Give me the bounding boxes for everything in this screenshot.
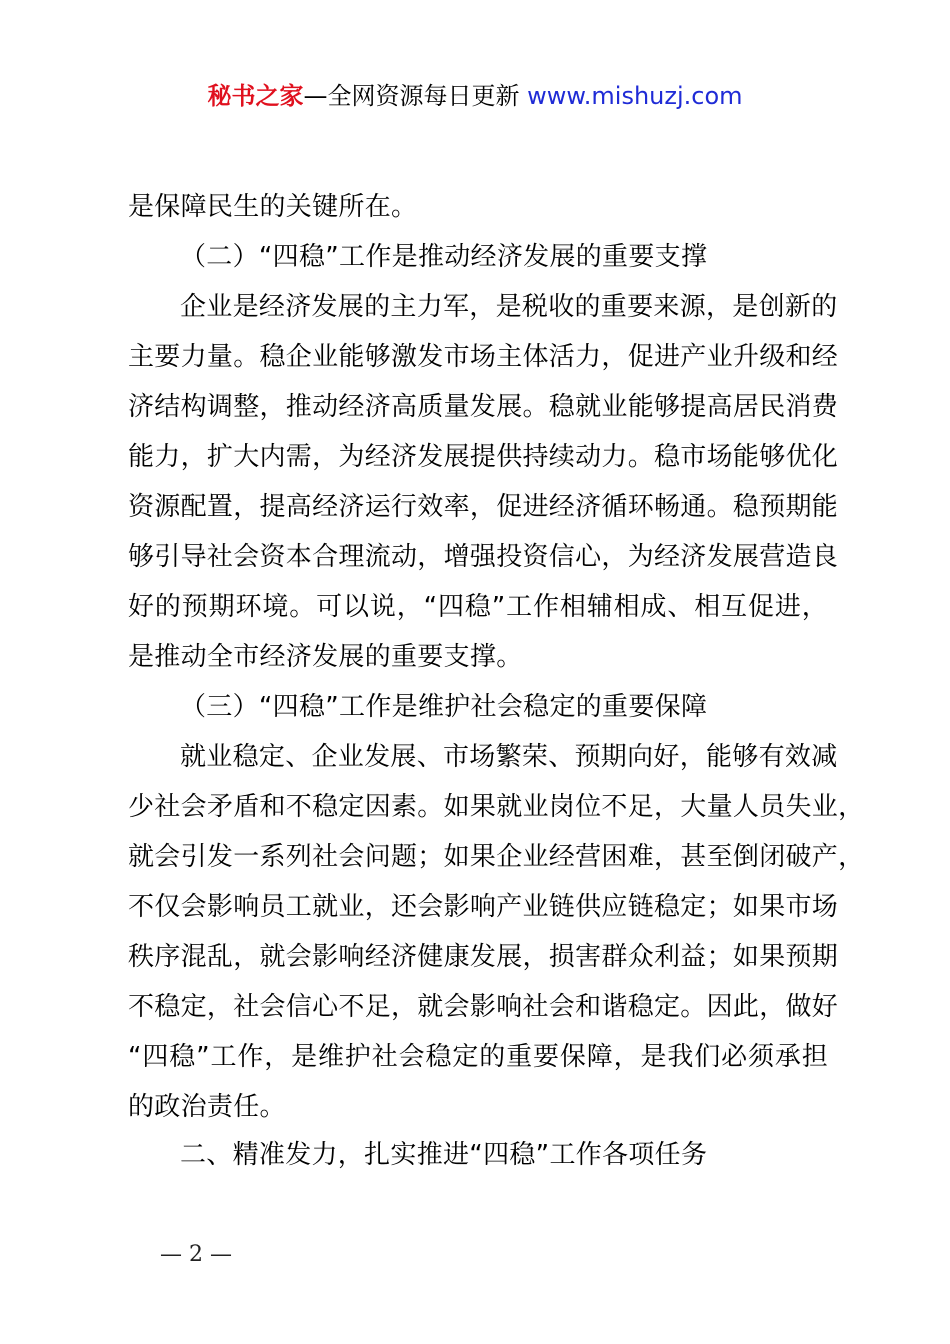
paragraph-line: 不稳定，社会信心不足，就会影响社会和谐稳定。因此，做好 [128,992,839,1022]
section-heading-2: （二）“四稳”工作是推动经济发展的重要支撑 [180,242,708,272]
chapter-heading-2: 二、精准发力，扎实推进“四稳”工作各项任务 [180,1140,708,1170]
paragraph-line: 好的预期环境。可以说，“四稳”工作相辅相成、相互促进， [128,592,828,622]
site-slogan: —全网资源每日更新 [303,82,528,110]
paragraph-line: “四稳”工作，是维护社会稳定的重要保障，是我们必须承担 [128,1042,828,1072]
paragraph-line: 济结构调整，推动经济高质量发展。稳就业能够提高居民消费 [128,392,839,422]
page-number: — 2 — [160,1242,232,1267]
paragraph-line: 不仅会影响员工就业，还会影响产业链供应链稳定；如果市场 [128,892,839,922]
paragraph-line: 秩序混乱，就会影响经济健康发展，损害群众利益；如果预期 [128,942,839,972]
paragraph-line: 资源配置，提高经济运行效率，促进经济循环畅通。稳预期能 [128,492,839,522]
paragraph-line: 能力，扩大内需，为经济发展提供持续动力。稳市场能够优化 [128,442,839,472]
paragraph-line: 主要力量。稳企业能够激发市场主体活力，促进产业升级和经 [128,342,839,372]
paragraph-line: 就业稳定、企业发展、市场繁荣、预期向好，能够有效减 [180,742,838,772]
paragraph-line: 是推动全市经济发展的重要支撑。 [128,642,523,672]
paragraph-line: 的政治责任。 [128,1092,286,1122]
section-heading-3: （三）“四稳”工作是维护社会稳定的重要保障 [180,692,708,722]
site-brand: 秘书之家 [207,82,304,110]
paragraph-line: 够引导社会资本合理流动，增强投资信心，为经济发展营造良 [128,542,839,572]
paragraph-line: 少社会矛盾和不稳定因素。如果就业岗位不足，大量人员失业， [128,792,865,822]
paragraph-line: 企业是经济发展的主力军，是税收的重要来源，是创新的 [180,292,838,322]
paragraph-line: 就会引发一系列社会问题；如果企业经营困难，甚至倒闭破产， [128,842,865,872]
paragraph-line: 是保障民生的关键所在。 [128,192,418,222]
site-url-link[interactable]: www.mishuzj.com [527,82,743,110]
site-header [0,80,950,112]
